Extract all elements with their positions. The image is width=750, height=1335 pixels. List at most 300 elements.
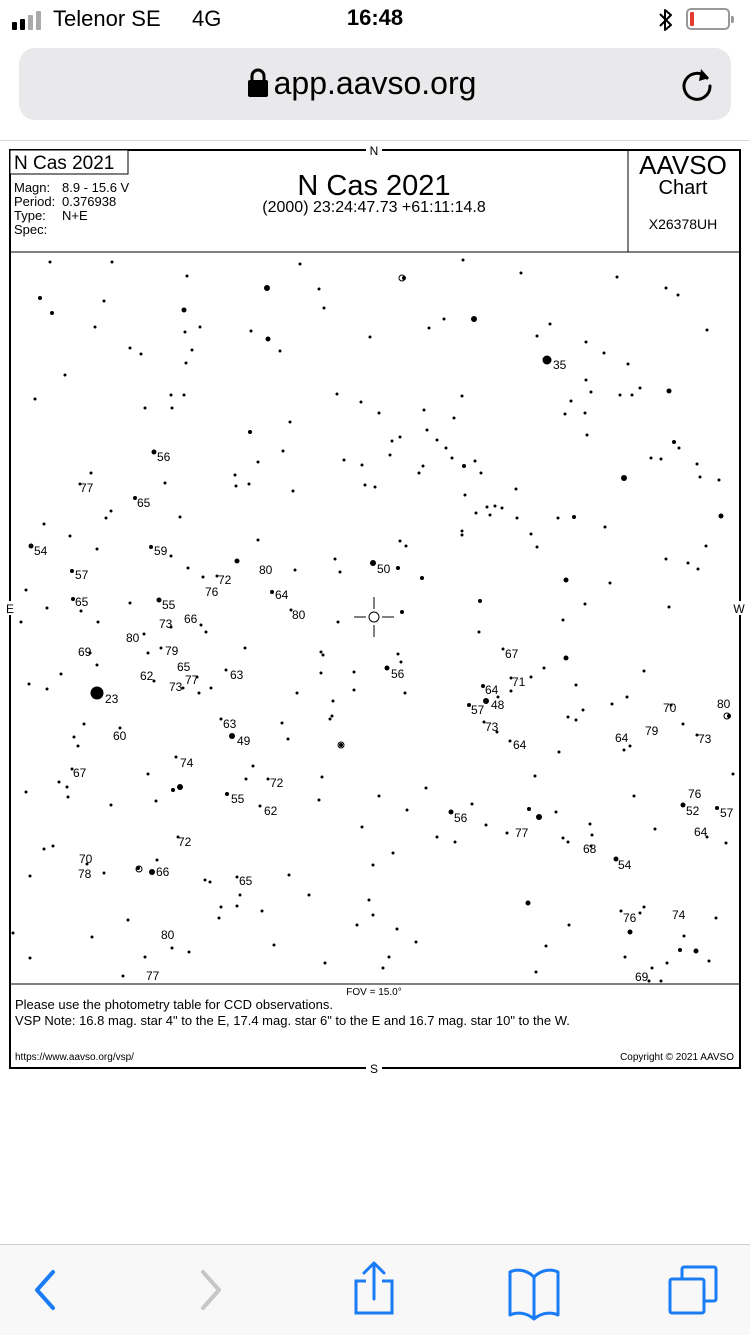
star-139 [705, 545, 708, 548]
star-311 [91, 936, 94, 939]
star-154 [25, 589, 28, 592]
star-267 [555, 811, 558, 814]
star-293 [288, 874, 291, 877]
chart-id: X26378UH [648, 216, 718, 232]
comparison-star-label: 72 [270, 776, 284, 790]
network-type: 4G [192, 6, 222, 31]
star-86 [564, 413, 567, 416]
status-bar [0, 0, 750, 40]
star-81 [631, 394, 634, 397]
comparison-star-label: 76 [205, 585, 219, 599]
star-64 [191, 349, 194, 352]
comparison-star-label: 69 [78, 645, 92, 659]
star-277 [725, 842, 728, 845]
star-63 [140, 353, 143, 356]
star-203 [510, 690, 513, 693]
org-sub: Chart [658, 177, 708, 199]
star-157 [80, 610, 83, 613]
star-295 [392, 852, 395, 855]
star-280 [29, 875, 32, 878]
comparison-star-label: 80 [161, 928, 175, 942]
star-283 [156, 859, 159, 862]
star-87 [586, 434, 589, 437]
star-167 [292, 490, 295, 493]
star-170 [187, 567, 190, 570]
comparison-star-label: 67 [73, 766, 87, 780]
star-93 [171, 407, 174, 410]
comparison-star-label: 55 [231, 792, 245, 806]
comparison-star-label: 63 [223, 717, 237, 731]
star-119 [486, 506, 489, 509]
star-304 [324, 962, 327, 965]
star-240 [77, 745, 80, 748]
star-213 [629, 745, 632, 748]
comparison-star-label: 60 [113, 729, 127, 743]
reload-icon[interactable] [679, 66, 715, 102]
star-302 [388, 956, 391, 959]
comparison-star-label: 64 [275, 588, 289, 602]
star-297 [372, 914, 375, 917]
comparison-star-label: 67 [505, 647, 519, 661]
star-250 [66, 786, 69, 789]
forward-icon[interactable] [173, 1255, 253, 1325]
star-91 [170, 394, 173, 397]
star-106 [389, 454, 392, 457]
star-126 [461, 530, 464, 533]
star-70 [323, 307, 326, 310]
star-153 [96, 548, 99, 551]
star-165 [257, 461, 260, 464]
star-67 [184, 331, 187, 334]
star-115 [462, 464, 466, 468]
star-285 [204, 879, 207, 882]
comparison-star-label: 66 [184, 612, 198, 626]
star-193 [331, 715, 334, 718]
star-3 [91, 687, 104, 700]
copyright: Copyright © 2021 AAVSO [620, 1052, 734, 1063]
comparison-star-label: 77 [146, 969, 160, 983]
star-191 [353, 689, 356, 692]
direction-north: N [369, 144, 379, 158]
star-132 [604, 526, 607, 529]
star-171 [202, 576, 205, 579]
star-146 [668, 606, 671, 609]
star-266 [534, 775, 537, 778]
star-104 [399, 436, 402, 439]
star-320 [666, 962, 669, 965]
period-value: 0.376938 [62, 194, 117, 209]
star-58 [677, 294, 680, 297]
star-292 [261, 910, 264, 913]
comparison-star-label: 54 [618, 858, 632, 872]
star-47 [38, 296, 42, 300]
star-318 [643, 906, 646, 909]
star-92 [183, 394, 186, 397]
star-188 [397, 653, 400, 656]
comparison-star-label: 49 [237, 734, 251, 748]
star-307 [171, 947, 174, 950]
star-291 [218, 917, 221, 920]
star-48 [50, 311, 54, 315]
star-237 [225, 669, 228, 672]
star-51 [186, 275, 189, 278]
star-309 [122, 975, 125, 978]
comparison-star-label: 50 [377, 562, 391, 576]
star-12 [370, 560, 376, 566]
star-305 [273, 944, 276, 947]
star-21 [449, 810, 454, 815]
star-189 [400, 661, 403, 664]
comparison-star-label: 56 [391, 667, 405, 681]
star-286 [209, 881, 212, 884]
star-120 [494, 505, 497, 508]
star-162 [234, 474, 237, 477]
star-163 [235, 485, 238, 488]
star-301 [368, 899, 371, 902]
star-236 [210, 687, 213, 690]
star-117 [480, 472, 483, 475]
star-177 [405, 545, 408, 548]
star-263 [471, 803, 474, 806]
star-262 [454, 841, 457, 844]
star-54 [462, 259, 465, 262]
spec-label: Spec: [14, 222, 48, 237]
star-14 [157, 598, 162, 603]
star-85 [584, 412, 587, 415]
chart-title: N Cas 2021 [297, 170, 451, 202]
star-16 [385, 666, 390, 671]
star-278 [43, 848, 46, 851]
star-200 [478, 631, 481, 634]
star-252 [67, 796, 70, 799]
star-265 [506, 832, 509, 835]
chart-coords: (2000) 23:24:47.73 +61:11:14.8 [262, 199, 486, 216]
star-220 [509, 740, 512, 743]
star-11 [235, 559, 240, 564]
finder-chart [0, 141, 750, 1091]
star-175 [339, 571, 342, 574]
star-49 [111, 261, 114, 264]
comparison-star-label: 79 [645, 724, 659, 738]
bookmarks-icon[interactable] [494, 1255, 574, 1325]
star-129 [536, 546, 539, 549]
star-268 [589, 823, 592, 826]
comparison-star-label: 63 [230, 668, 244, 682]
star-300 [415, 941, 418, 944]
comparison-star-label: 23 [105, 692, 119, 706]
carrier-name: Telenor SE [53, 6, 161, 31]
star-27 [719, 514, 724, 519]
star-65 [185, 362, 188, 365]
star-61 [94, 326, 97, 329]
star-258 [425, 787, 428, 790]
comparison-star-label: 62 [140, 669, 154, 683]
star-113 [445, 447, 448, 450]
comparison-star-label: 56 [454, 811, 468, 825]
period-label: Period: [14, 194, 56, 209]
star-235 [198, 692, 201, 695]
star-207 [611, 703, 614, 706]
star-116 [474, 460, 477, 463]
star-183 [320, 651, 323, 654]
star-303 [382, 967, 385, 970]
star-8 [29, 544, 34, 549]
star-99 [423, 409, 426, 412]
star-294 [308, 894, 311, 897]
magn-value: 8.9 - 15.6 V [62, 180, 130, 195]
clock: 16:48 [346, 5, 404, 30]
comparison-star-label: 71 [512, 675, 526, 689]
star-name-box: N Cas 2021 [14, 153, 115, 174]
comparison-star-label: 57 [720, 806, 734, 820]
comparison-star-label: 48 [491, 698, 505, 712]
star-327 [535, 971, 538, 974]
comparison-star-label: 78 [78, 867, 92, 881]
star-169 [170, 555, 173, 558]
star-57 [665, 287, 668, 290]
star-225 [46, 688, 49, 691]
star-110 [374, 486, 377, 489]
star-107 [343, 459, 346, 462]
star-118 [464, 494, 467, 497]
star-36 [149, 869, 155, 875]
star-79 [585, 379, 588, 382]
star-45 [420, 576, 424, 580]
star-100 [453, 417, 456, 420]
star-181 [244, 647, 247, 650]
magn-label: Magn: [14, 180, 51, 195]
comparison-star-label: 72 [178, 835, 192, 849]
star-69 [279, 350, 282, 353]
star-95 [289, 421, 292, 424]
star-253 [259, 805, 262, 808]
comparison-star-label: 79 [165, 644, 179, 658]
star-50 [49, 261, 52, 264]
share-icon[interactable] [334, 1255, 414, 1325]
star-164 [248, 483, 251, 486]
star-10 [70, 569, 74, 573]
star-296 [372, 864, 375, 867]
footer-url[interactable]: https://www.aavso.org/vsp/ [15, 1052, 134, 1063]
star-243 [252, 765, 255, 768]
star-288 [239, 894, 242, 897]
star-315 [568, 924, 571, 927]
star-158 [129, 602, 132, 605]
star-131 [572, 515, 576, 519]
note-vsp: VSP Note: 16.8 mag. star 4" to the E, 17.4 mag. star 6" to the E and 16.7 mag. star 10" to the W. [15, 1013, 570, 1028]
comparison-star-label: 65 [177, 660, 191, 674]
star-97 [360, 401, 363, 404]
star-5 [266, 337, 271, 342]
star-127 [461, 534, 464, 537]
star-143 [609, 582, 612, 585]
org-name: AAVSO [639, 150, 727, 180]
star-323 [708, 960, 711, 963]
star-260 [361, 826, 364, 829]
star-273 [633, 795, 636, 798]
star-264 [485, 824, 488, 827]
comparison-star-label: 55 [162, 598, 176, 612]
star-166 [282, 450, 285, 453]
comparison-star-label: 54 [34, 544, 48, 558]
star-149 [110, 510, 113, 513]
star-317 [639, 912, 642, 915]
safari-toolbar [0, 1244, 750, 1335]
star-269 [591, 834, 594, 837]
star-35 [715, 806, 719, 810]
star-73 [443, 318, 446, 321]
star-102 [436, 439, 439, 442]
direction-west: W [733, 602, 745, 616]
star-74 [536, 335, 539, 338]
star-138 [718, 479, 721, 482]
star-34 [681, 803, 686, 808]
star-209 [643, 670, 646, 673]
star-174 [334, 558, 337, 561]
star-238 [83, 723, 86, 726]
star-306 [188, 951, 191, 954]
star-24 [621, 475, 627, 481]
star-254 [245, 778, 248, 781]
comparison-star-label: 64 [694, 825, 708, 839]
star-111 [422, 465, 425, 468]
star-103 [426, 429, 429, 432]
comparison-star-label: 77 [515, 826, 529, 840]
star-204 [543, 667, 546, 670]
star-185 [337, 621, 340, 624]
star-230 [143, 633, 146, 636]
star-112 [418, 472, 421, 475]
comparison-star-label: 64 [513, 738, 527, 752]
star-53 [318, 288, 321, 291]
comparison-star-label: 76 [623, 911, 637, 925]
star-94 [248, 430, 252, 434]
star-282 [103, 872, 106, 875]
comparison-star-label: 72 [218, 573, 232, 587]
star-141 [687, 562, 690, 565]
star-231 [160, 647, 163, 650]
star-4 [182, 308, 187, 313]
tabs-icon[interactable] [654, 1255, 734, 1325]
star-71 [369, 336, 372, 339]
star-38 [628, 930, 633, 935]
star-187 [353, 671, 356, 674]
comparison-star-label: 70 [79, 852, 93, 866]
star-145 [562, 619, 565, 622]
star-133 [650, 457, 653, 460]
star-186 [320, 672, 323, 675]
back-icon[interactable] [3, 1255, 83, 1325]
star-299 [396, 928, 399, 931]
address-bar[interactable] [19, 48, 731, 120]
star-2 [543, 356, 552, 365]
star-192 [332, 700, 335, 703]
star-147 [90, 472, 93, 475]
star-62 [129, 347, 132, 350]
direction-east: E [5, 602, 15, 616]
star-66 [199, 326, 202, 329]
star-270 [562, 837, 565, 840]
star-322 [715, 917, 718, 920]
star-271 [567, 841, 570, 844]
star-22 [536, 814, 542, 820]
star-276 [732, 773, 735, 776]
comparison-star-label: 57 [471, 703, 485, 717]
star-9 [149, 545, 153, 549]
star-56 [616, 276, 619, 279]
star-89 [34, 398, 37, 401]
comparison-star-label: 56 [157, 450, 171, 464]
star-321 [683, 935, 686, 938]
bluetooth-icon [657, 7, 675, 33]
comparison-star-label: 65 [137, 496, 151, 510]
star-137 [699, 476, 702, 479]
type-label: Type: [14, 208, 46, 223]
star-312 [12, 932, 15, 935]
star-198 [287, 738, 290, 741]
star-76 [585, 341, 588, 344]
star-199 [339, 743, 343, 747]
star-44 [396, 566, 400, 570]
url-text[interactable]: app.aavso.org [273, 65, 477, 101]
star-59 [706, 329, 709, 332]
star-239 [73, 736, 76, 739]
comparison-star-label: 62 [264, 804, 278, 818]
star-160 [164, 482, 167, 485]
star-255 [318, 799, 321, 802]
comparison-star-label: 64 [615, 731, 629, 745]
comparison-star-label: 73 [159, 617, 173, 631]
star-40 [694, 949, 699, 954]
star-80 [639, 387, 642, 390]
star-17 [229, 733, 235, 739]
note-ccd: Please use the photometry table for CCD observations. [15, 997, 333, 1012]
star-206 [575, 684, 578, 687]
star-83 [590, 391, 593, 394]
star-224 [28, 683, 31, 686]
star-125 [516, 517, 519, 520]
star-144 [584, 603, 587, 606]
star-39 [678, 948, 682, 952]
star-25 [667, 389, 672, 394]
star-6 [152, 450, 157, 455]
star-310 [127, 919, 130, 922]
star-84 [570, 400, 573, 403]
star-109 [364, 484, 367, 487]
star-28 [564, 578, 569, 583]
star-308 [144, 956, 147, 959]
star-205 [530, 676, 533, 679]
star-98 [378, 412, 381, 415]
star-156 [20, 621, 23, 624]
star-298 [356, 924, 359, 927]
star-274 [654, 828, 657, 831]
star-140 [665, 558, 668, 561]
star-249 [58, 781, 61, 784]
star-173 [294, 569, 297, 572]
star-161 [179, 516, 182, 519]
star-195 [296, 692, 299, 695]
star-151 [43, 523, 46, 526]
fov-label: FOV = 15.0° [346, 987, 402, 998]
star-168 [257, 539, 260, 542]
star-256 [321, 776, 324, 779]
star-123 [515, 488, 518, 491]
comparison-star-label: 35 [553, 358, 567, 372]
star-219 [558, 751, 561, 754]
comparison-star-label: 52 [686, 804, 700, 818]
star-313 [29, 957, 32, 960]
